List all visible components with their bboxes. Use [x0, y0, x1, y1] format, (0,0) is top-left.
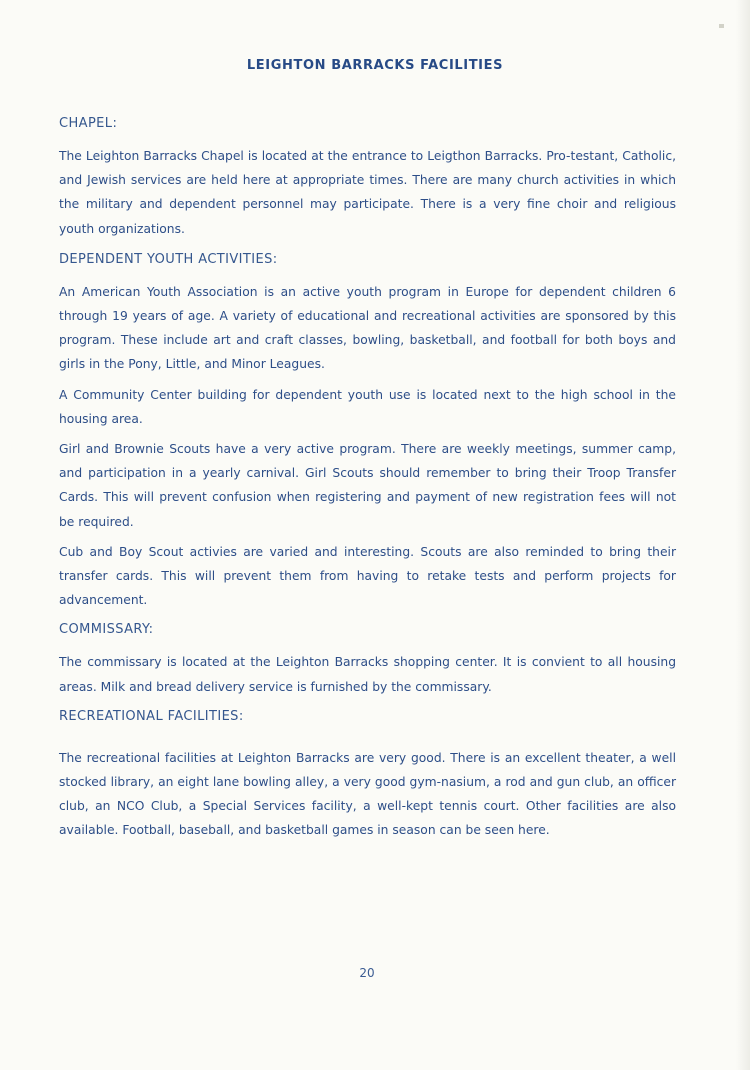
- section-heading-youth: DEPENDENT YOUTH ACTIVITIES:: [59, 251, 278, 267]
- section-chapel: [59, 116, 676, 241]
- youth-paragraph-association: An American Youth Association is an active youth program in Europe for dependent children 6 through 19 years of age. A variety of educational and recreational activities are sponsored by this program. These include art and craft classes, bowling, basketball, and football for both boys and girls in the Pony, Little, and Minor Leagues.: [59, 284, 676, 372]
- section-youth: [59, 252, 676, 613]
- section-recreational: [59, 709, 676, 843]
- recreational-paragraph: The recreational facilities at Leighton Barracks are very good. There is an excellent theater, a well stocked library, an eight lane bowling alley, a very good gym-nasium, a rod and gun club, an officer club, an NCO Club, a Special Services facility, a well-kept tennis court. Other facilities are also available. Football, baseball, and basketball games in season can be seen here.: [59, 750, 676, 838]
- section-heading-chapel: CHAPEL:: [59, 116, 118, 131]
- corner-mark: [719, 24, 724, 28]
- section-heading-commissary: COMMISSARY:: [59, 622, 154, 638]
- page-edge-shadow: [736, 0, 750, 1070]
- section-heading-recreational: RECREATIONAL FACILITIES:: [59, 708, 244, 724]
- page-number: 20: [359, 966, 375, 980]
- youth-paragraph-community-center: A Community Center building for dependent youth use is located next to the high school in the housing area.: [59, 387, 676, 426]
- youth-paragraph-girl-scouts: Girl and Brownie Scouts have a very active program. There are weekly meetings, summer camp, and participation in a yearly carnival. Girl Scouts should remember to bring their Troop Transfer Cards. This will prevent confusion when registering and payment of new registration fees will not be required.: [59, 442, 676, 529]
- document-body: [59, 116, 676, 849]
- youth-paragraph-boy-scouts: Cub and Boy Scout activies are varied and interesting. Scouts are also reminded to bring their transfer cards. This will prevent them from having to retake tests and perform projects for advancement.: [59, 544, 676, 608]
- chapel-paragraph: The Leighton Barracks Chapel is located at the entrance to Leigthon Barracks. Pro-testant, Catholic, and Jewish services are held here at appropriate times. There are many church activities in which the military and dependent personnel may participate. There is a very fine choir and religious youth organizations.: [59, 149, 676, 236]
- page-title: LEIGHTON BARRACKS FACILITIES: [246, 58, 504, 73]
- section-commissary: [59, 622, 676, 698]
- commissary-paragraph: The commissary is located at the Leighton Barracks shopping center. It is convient to all housing areas. Milk and bread delivery service is furnished by the commissary.: [59, 655, 676, 694]
